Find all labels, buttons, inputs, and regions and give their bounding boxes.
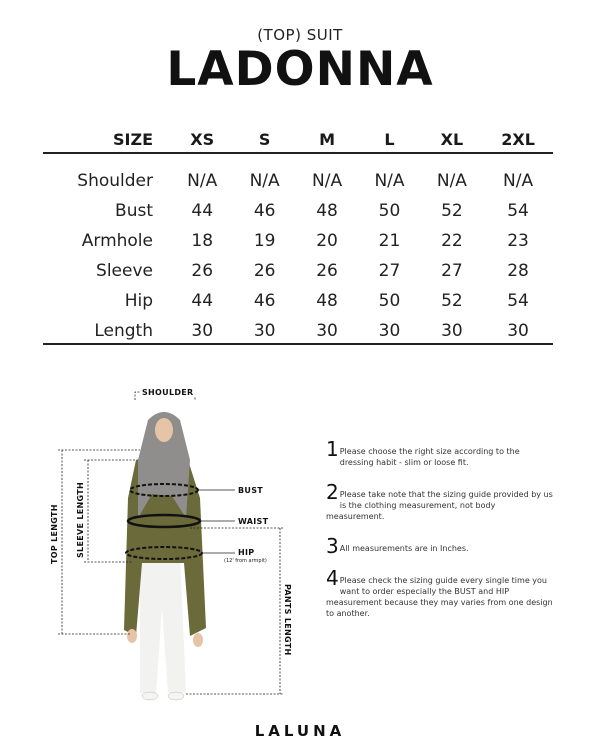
table-cell: 28 [507, 261, 529, 281]
top-length-label: TOP LENGTH [50, 504, 59, 564]
table-cell: 30 [507, 321, 529, 341]
table-cell: 26 [316, 261, 338, 281]
table-cell: 52 [441, 291, 463, 311]
bust-label: BUST [238, 486, 264, 495]
table-cell: 50 [378, 291, 401, 311]
note-number: 2 [326, 480, 339, 504]
table-cell: N/A [436, 171, 467, 191]
left-hand [127, 629, 137, 643]
right-hand [193, 633, 203, 647]
table-row [43, 196, 553, 226]
table-cell: 52 [441, 201, 463, 221]
table-cell: 54 [507, 291, 529, 311]
table-cell: 26 [253, 261, 276, 281]
pants-length-label: PANTS LENGTH [283, 584, 292, 656]
size-col-s: S [233, 126, 295, 153]
table-cell: 23 [507, 231, 529, 251]
sizing-notes [326, 437, 554, 634]
size-col-2xl: 2XL [483, 126, 553, 153]
table-cell: 50 [378, 201, 401, 221]
hip-label: HIP [238, 548, 255, 557]
waist-label: WAIST [238, 517, 269, 526]
table-cell: N/A [312, 171, 343, 191]
hip-note: (12' from armpit) [224, 558, 267, 564]
note-number: 4 [326, 566, 339, 590]
table-cell: 30 [378, 321, 401, 341]
left-shoe [142, 692, 158, 700]
table-bottom-divider [43, 343, 553, 345]
table-cell: 44 [191, 201, 214, 221]
table-cell: 20 [316, 231, 338, 251]
table-cell: 48 [316, 201, 338, 221]
note-text: Please check the sizing guide every single time you want to order especially the BUST and HIP measurement because they may varies from one design to another. [326, 576, 553, 618]
right-shoe [168, 692, 184, 700]
note-text: All measurements are in Inches. [339, 544, 469, 553]
table-cell: 30 [441, 321, 463, 341]
table-cell: 26 [191, 261, 214, 281]
row-label-bust: Bust [115, 201, 153, 221]
table-cell: 18 [191, 231, 214, 251]
table-cell: 54 [507, 201, 529, 221]
table-cell: N/A [249, 171, 280, 191]
table-row [43, 316, 553, 346]
table-cell: 30 [316, 321, 338, 341]
table-cell: 46 [253, 201, 276, 221]
table-row [43, 226, 553, 256]
note-item [326, 437, 554, 468]
table-cell: 27 [378, 261, 401, 281]
table-cell: 48 [316, 291, 338, 311]
table-row [43, 256, 553, 286]
note-item [326, 480, 554, 522]
face-shape [155, 418, 173, 442]
note-text: Please choose the right size according to the dressing habit - slim or loose fit. [339, 447, 520, 467]
brand-logo: LALUNA [254, 722, 346, 740]
table-cell: 30 [253, 321, 276, 341]
product-title: LADONNA [166, 42, 434, 97]
note-text: Please take note that the sizing guide provided by us is the clothing measurement, not body measurement. [326, 490, 553, 521]
size-col-xs: XS [171, 126, 233, 153]
table-cell: 22 [441, 231, 463, 251]
row-label-length: Length [94, 321, 153, 341]
shoulder-label: SHOULDER [142, 388, 194, 397]
table-cell: 21 [378, 231, 401, 251]
table-cell: 46 [253, 291, 276, 311]
size-col-m: M [296, 126, 358, 153]
row-label-hip: Hip [124, 291, 153, 311]
measurement-diagram [40, 378, 310, 708]
note-number: 1 [326, 437, 339, 461]
sleeve-length-label: SLEEVE LENGTH [76, 482, 85, 558]
table-cell: N/A [187, 171, 218, 191]
row-label-armhole: Armhole [81, 231, 153, 251]
note-number: 3 [326, 534, 339, 558]
table-cell: N/A [503, 171, 534, 191]
pants-shape [140, 553, 186, 693]
note-item [326, 566, 554, 619]
row-label-shoulder: Shoulder [77, 171, 153, 191]
table-row [43, 286, 553, 316]
row-label-sleeve: Sleeve [96, 261, 153, 281]
product-subtitle: (TOP) SUIT [257, 26, 343, 44]
table-cell: 19 [253, 231, 276, 251]
size-col-l: L [358, 126, 420, 153]
table-cell: 27 [441, 261, 463, 281]
size-header-row [43, 126, 553, 153]
size-corner-label: SIZE [43, 126, 171, 153]
table-cell: 44 [191, 291, 214, 311]
table-cell: 30 [191, 321, 214, 341]
size-chart-table [43, 126, 553, 346]
note-item [326, 534, 554, 558]
size-col-xl: XL [421, 126, 483, 153]
table-cell: N/A [374, 171, 405, 191]
table-row [43, 153, 553, 196]
